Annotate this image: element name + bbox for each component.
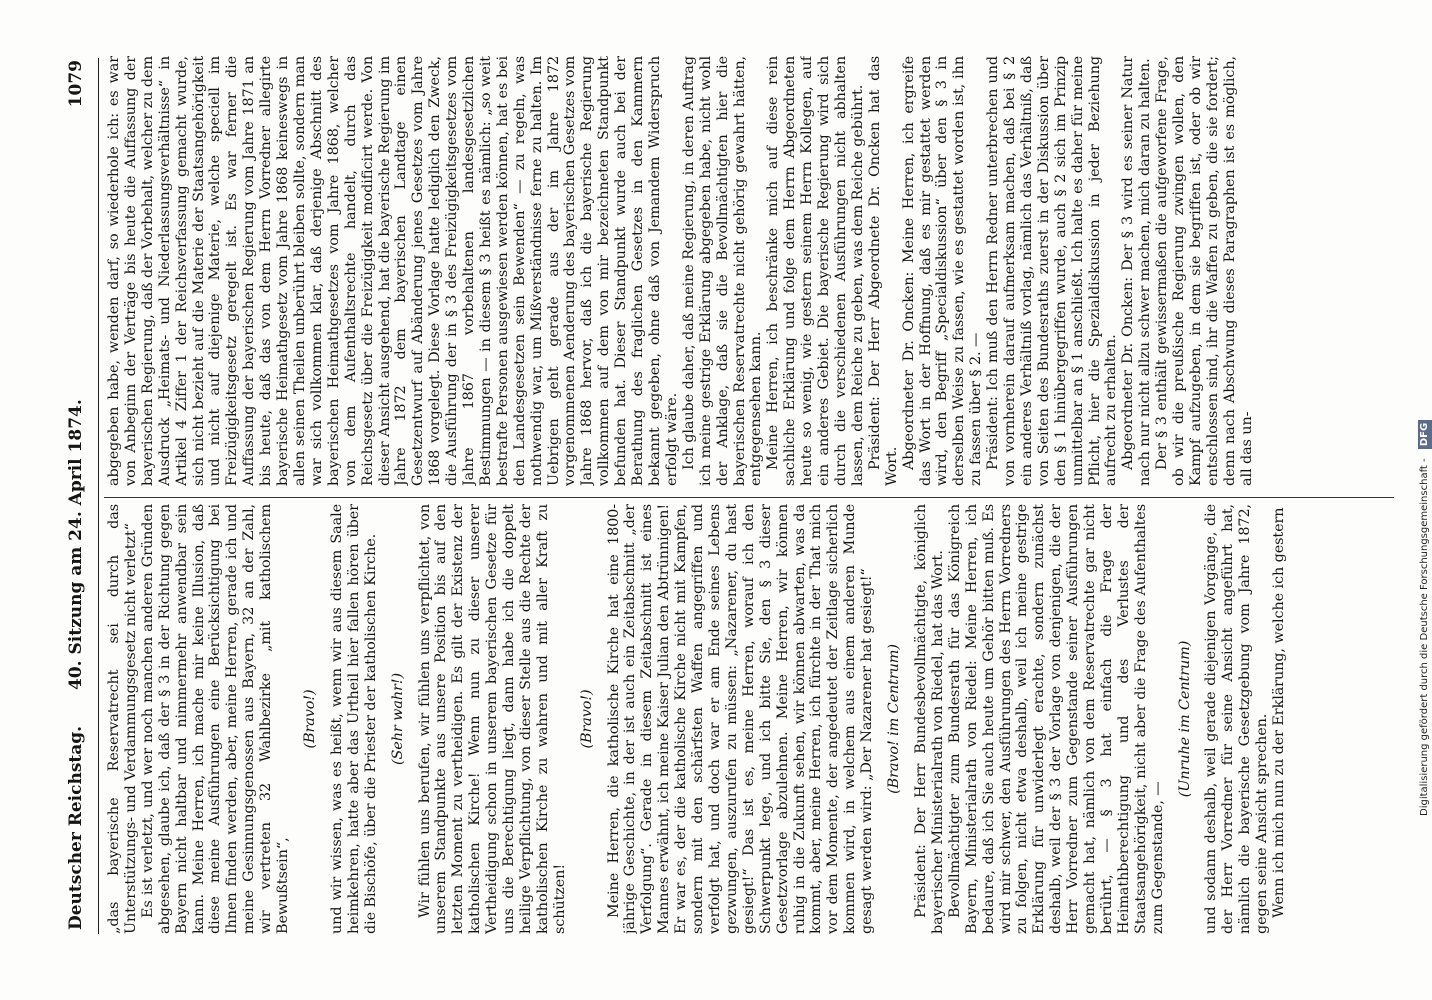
- journal-title: Deutscher Reichstag.: [66, 725, 86, 930]
- interjection: (Bravo!): [578, 689, 595, 749]
- paragraph: und wir wissen, was es heißt, wenn wir aus diesem Saale heimkehren, hatte aber das Urtheil hier fallen hören über die Bischöfe, über die Priester der katholischen Kirche.: [328, 504, 379, 934]
- interjection: (Bravo! im Centrum): [886, 644, 903, 794]
- paragraph: abgegeben habe, wenden darf, so wiederhole ich: es war von Anbeginn der Verträge bis heute die Auffassung der bayerischen Regierung, daß der Vorbehalt, welcher zu dem Ausdruck „Heimats- und Niederlassungsverhältnisse“ in Artikel 4 Ziffer 1 der Reichsverfassung gemacht wurde, sich nicht bezieht auf die Materie der Staatsangehörigkeit und nicht auf diejenige Materie, welche speciell im Freizügigkeitsgesetz geregelt ist. Es war ferner die Auffassung der bayerischen Regierung vom Jahre 1871 an bis heute, daß das von dem Herrn Vorredner allegirte bayerische Heimathgesetz vom Jahre 1868 keineswegs in allen seinen Theilen unberührt bleiben sollte, sondern man war sich vollkommen klar, daß derjenige Abschnitt des bayerischen Heimathgesetzes vom Jahre 1868, welcher von dem Aufenthaltsrechte handelt, durch das Reichsgesetz über die Freizügigkeit modificirt werde. Von dieser Ansicht ausgehend, hat die bayerische Regierung im Jahre 1872 dem bayerischen Landtage einen Gesetzentwurf auf Abänderung jenes Gesetzes vom Jahre 1868 vorgelegt. Diese Vorlage hatte lediglich den Zweck, die Ausführung der in § 3 des Freizügigkeitsgesetzes vom Jahre 1867 vorbehaltenen landesgesetzlichen Bestimmungen — in diesem § 3 heißt es nämlich: „so weit bestrafte Personen ausgewiesen werden können, hat es bei den Landesgesetzen sein Bewenden“ — zu regeln, was nothwendig war, um Mißverständnisse ferne zu halten. Im Uebrigen geht gerade aus der im Jahre 1872 vorgenommenen Aenderung des bayerischen Gesetzes vom Jahre 1868 hervor, daß ich die bayerische Regierung vollkommen auf dem von mir bezeichneten Standpunkt befunden hat. Dieser Standpunkt wurde auch bei der Berathung des fraglichen Gesetzes in den Kammern bekannt gegeben, ohne daß von Jemandem Widerspruch erfolgt wäre.: [106, 56, 680, 486]
- paragraph: Abgeordneter Dr. Oncken: Der § 3 wird es seiner Natur nach nur nicht allzu schwer machen, mich daran zu halten.: [1120, 56, 1154, 486]
- session-title: 40. Sitzung am 24. April 1874.: [66, 399, 86, 690]
- paragraph: Präsident: Der Herr Abgeordnete Dr. Oncken hat das Wort.: [866, 56, 900, 486]
- paragraph: Es ist verletzt, und wer noch manchen anderen Gründen abgesehen, glaube ich, daß der § 3 in der Richtung gegen Bayern nicht haltbar und nimmermehr anwendbar sein kann. Meine Herren, ich mache mir keine Illusion, daß diese meine Ausführungen eine Berücksichtigung bei Ihnen finden werden, aber, meine Herren, gerade ich und meine Gesinnungsgenossen aus Bayern, 32 an der Zahl, wir vertreten 32 Wahlbezirke „mit katholischem Bewußtsein“,: [139, 504, 292, 934]
- interjection: (Bravo!): [301, 689, 318, 749]
- interjection: (Unruhe im Centrum): [1176, 640, 1193, 798]
- paragraph: Meine Herren, die katholische Kirche hat eine 1800-jährige Geschichte, in der ist auch ein Zeitabschnitt „der Verfolgung“. Gerade in diesem Zeitabschnitt ist eines Mannes erwähnt, ich meine Kaiser Julian den Abtrünnigen! Er war es, der die katholische Kirche nicht mit Kampfen, sondern mit den schärfsten Waffen angegriffen und verfolgt hat, und doch war er am Ende seines Lebens gezwungen, auszurufen zu müssen: „Nazarener, du hast gesiegt!“ Das ist es, meine Herren, worauf ich den Schwerpunkt lege, und ich bitte Sie, den § 3 dieser Gesetzvorlage abzulehnen. Meine Herren, wir können ruhig in die Zukunft sehen, wir können abwarten, was da kommt, aber, meine Herren, ich fürchte in der That mich vor dem Momente, der angedeutet der Zeitlage sicherlich kommen wird, in welchem aus einem anderen Munde gesagt werden wird: „Der Nazarener hat gesiegt!“: [605, 504, 876, 934]
- paragraph: Wir fühlen uns berufen, wir fühlen uns verpflichtet, von unserem Standpunkte aus unsere Position bis auf den letzten Moment zu vertheidigen. Es gilt der Existenz der katholischen Kirche! Wenn nun zu dieser unserer Vertheidigung schon in unserem bayerischen Gesetze für uns die Berechtigung liegt, dann habe ich die doppelt heilige Verpflichtung, von dieser Stelle aus die Rechte der katholischen Kirche zu wahren und mit aller Kraft zu schützen!: [416, 504, 568, 934]
- paragraph: Der § 3 enthält gewissermaßen die aufgeworfene Frage, ob wir die preußische Regierung zwingen wollen, den Kampf aufzugeben, in dem sie begriffen ist, oder ob wir entschlossen sind, ihr die Waffen zu geben, die sie fordert; denn nach Abschwung dieses Paragraphen ist es möglich, all das un-: [1154, 56, 1255, 486]
- paragraph: Ich glaube daher, daß meine Regierung, in deren Auftrag ich meine gestrige Erklärung abgegeben habe, nicht wohl der Anklage, daß sie die Bevollmächtigten hier die bayerischen Reservatrechte nicht gehörig gewahrt hätten, entgegensehen kann.: [680, 56, 765, 486]
- dfg-logo: DFG: [1418, 420, 1432, 449]
- paragraph: und sodann deshalb, weil gerade diejenigen Vorgänge, die der Herr Vorredner für seine Ansicht angeführt hat, nämlich die bayerische Gesetzgebung vom Jahre 1872, gegen seine Ansicht sprechen.: [1203, 504, 1271, 934]
- paragraph: Präsident: Der Herr Bundesbevollmächtigte, königlich bayerischer Ministerialrath von Riedel, hat das Wort.: [912, 504, 946, 934]
- dfg-sidebar: [1418, 6, 1432, 996]
- paragraph: Wenn ich mich nun zu der Erklärung, welche ich gestern: [1271, 507, 1288, 918]
- right-column: [106, 56, 1396, 486]
- paragraph: Bevollmächtigter zum Bundesrath für das Königreich Bayern, Ministerialrath von Riedel: Meine Herren, ich bedaure, daß ich Sie auch heute um Gehör bitten muß. Es wird mir schwer, den Ausführungen des Herrn Vorredners zu folgen, nicht etwa deshalb, weil ich meine gestrige Erklärung für unwiderlegt erachte, sondern zunächst deshalb, weil der § 3 der Vorlage von denjenigen, die der Herr Vorredner zum Gegenstande seiner Ausführungen gemacht hat, nämlich von dem Reservatrechte gar nicht berührt, — § 3 hat einfach die Frage der Heimathberechtigung und des Verlustes der Staatsangehörigkeit, nicht aber die Frage des Aufenthaltes zum Gegenstande, —: [946, 504, 1166, 934]
- column-divider: [104, 497, 1394, 498]
- dfg-credit-text: Digitalisierung gefördert durch die Deutsche Forschungsgemeinschaft -: [1419, 458, 1430, 816]
- running-head: [66, 60, 96, 930]
- paragraph: Meine Herren, ich beschränke mich auf diese rein sachliche Erklärung und folge dem Herrn Abgeordneten heute so wenig, wie gestern seinem Herrn Kollegen, auf ein anderes Gebiet. Die bayerische Regierung wird sich durch die verschiedenen Ausführungen nicht abhalten lassen, dem Reiche zu geben, was dem Reiche gebührt.: [765, 56, 866, 486]
- page-number: 1079: [66, 60, 86, 108]
- interjection: (Sehr wahr!): [389, 673, 406, 765]
- header-rule: [98, 58, 99, 934]
- paragraph: Abgeordneter Dr. Oncken: Meine Herren, ich ergreife das Wort in der Hoffnung, daß es mir gestattet werden wird, den Begriff „Specialdiskussion“ über den § 3 in derselben Weise zu fassen, wie es gestattet worden ist, ihn zu fassen über § 2. —: [900, 56, 985, 486]
- left-column: [106, 504, 1396, 934]
- paragraph: Präsident: Ich muß den Herrn Redner unterbrechen und von vornherein darauf aufmerksam machen, daß bei § 2 ein anderes Verhältniß vorlag, nämlich das Verhältniß, daß von Seiten des Bundesraths zuerst in der Diskussion über den § 1 hinübergegriffen wurde, auch § 2 sich im Prinzip unmittelbar an § 1 anschließt. Ich halte es daher für meine Pflicht, hier die Spezialdiskussion in jeder Beziehung aufrecht zu erhalten.: [985, 56, 1120, 486]
- paragraph: „das bayerische Reservatrecht sei durch das Unterstützungs- und Verdammungsgesetz nicht verletzt“: [106, 504, 139, 934]
